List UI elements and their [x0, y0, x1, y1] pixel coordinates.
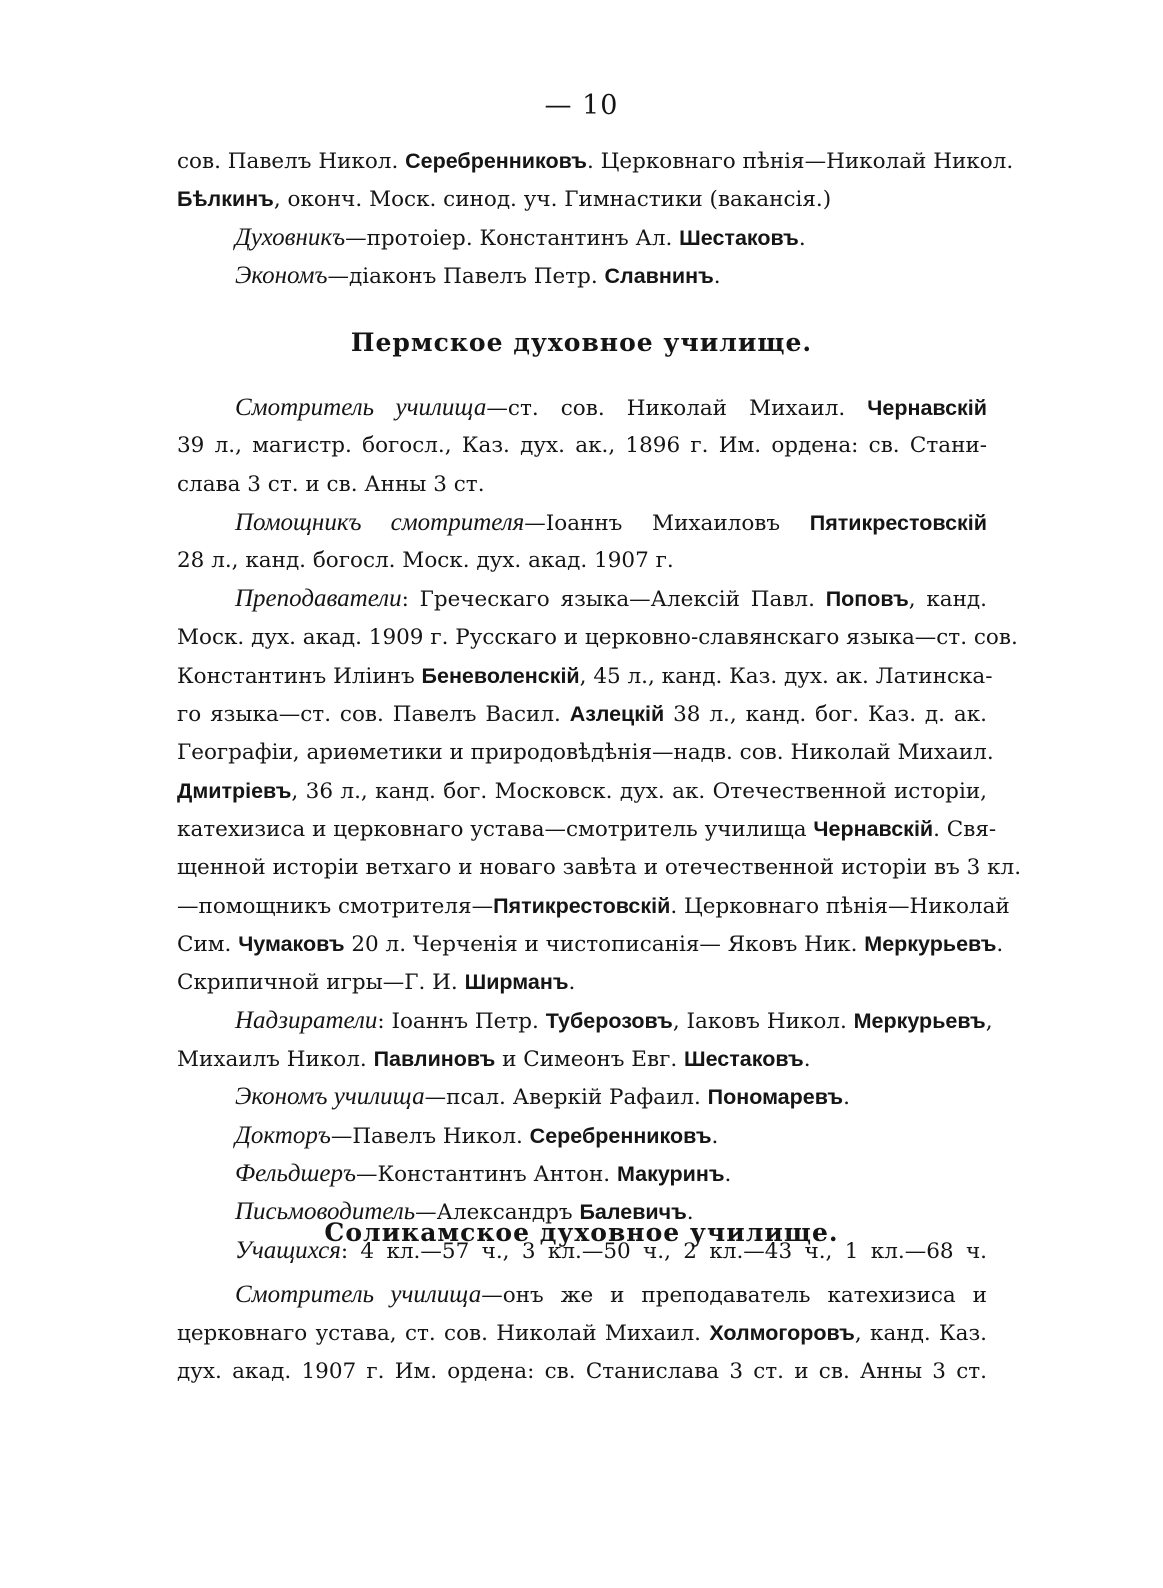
text-run: , канд.: [908, 587, 987, 613]
person-surname: Пономаревъ: [707, 1085, 844, 1110]
text-line: [177, 1353, 987, 1391]
text-run: —діаконъ Павелъ Петр.: [327, 263, 605, 289]
text-run: .: [724, 1161, 732, 1187]
text-line: [177, 142, 1014, 180]
text-run: .: [711, 1123, 719, 1149]
text-run: —ст. сов. Николай Михаил.: [486, 396, 868, 421]
text-run: : 4 кл.—57 ч., 3 кл.—50 ч., 2 кл.—43 ч., 1 кл.—68 ч.: [340, 1238, 987, 1264]
person-surname: Холмогоровъ: [709, 1321, 855, 1346]
role-label: Надзиратели: [235, 1006, 378, 1034]
text-run: , оконч. Моск. синод. уч. Гимнастики (вакансія.): [273, 187, 832, 213]
text-run: Михаилъ Никол.: [177, 1047, 374, 1073]
person-surname: Беневоленскій: [421, 664, 580, 689]
person-surname: Меркурьевъ: [853, 1008, 986, 1033]
role-label: Фельдшеръ: [235, 1159, 356, 1187]
text-run: 38 л., канд. бог. Каз. д. ак.: [664, 702, 987, 728]
person-surname: Шестаковъ: [679, 225, 799, 250]
text-line: [177, 180, 987, 218]
text-line: [177, 772, 987, 810]
text-run: церковнаго устава, ст. сов. Николай Михаил.: [177, 1321, 710, 1347]
text-line: [177, 1155, 987, 1193]
text-run: Географіи, ариѳметики и природовѣдѣнія—надв. сов. Николай Михаил.: [177, 739, 994, 765]
person-surname: Туберозовъ: [545, 1008, 673, 1033]
person-surname: Славнинъ: [604, 263, 714, 288]
text-run: , 45 л., канд. Каз. дух. ак. Латинска-: [579, 664, 993, 690]
text-line: [177, 925, 1004, 963]
text-block-seminary-staff: [177, 142, 1014, 295]
text-run: , Іаковъ Никол.: [672, 1008, 854, 1034]
text-run: .: [798, 225, 806, 251]
text-run: —Константинъ Антон.: [355, 1161, 617, 1187]
text-run: Моск. дух. акад. 1909 г. Русскаго и церковно-славянскаго языка—ст. сов.: [177, 624, 1018, 650]
text-run: —Іоаннъ Михаиловъ: [524, 510, 810, 536]
text-run: катехизиса и церковнаго устава—смотритель училища: [177, 817, 814, 843]
role-label: Экономъ училища: [235, 1083, 425, 1111]
person-surname: Серебренниковъ: [529, 1123, 712, 1148]
section-heading-perm-school: Пермское духовное училище.: [350, 328, 813, 357]
text-run: .: [568, 970, 576, 996]
text-run: —псал. Аверкій Рафаил.: [424, 1085, 708, 1111]
text-line: [177, 619, 1018, 657]
text-run: —протоіер. Константинъ Ал.: [345, 225, 680, 251]
text-line: [177, 963, 987, 1001]
role-label: Духовникъ: [235, 223, 346, 251]
section-heading-solikamsk-school: Соликамское духовное училище.: [324, 1218, 839, 1247]
text-run: Скрипичной игры—Г. И.: [177, 970, 465, 996]
text-line: [177, 887, 1010, 925]
text-run: и Симеонъ Евг.: [495, 1047, 685, 1073]
person-surname: Шестаковъ: [684, 1047, 804, 1072]
text-run: дух. акад. 1907 г. Им. ордена: св. Станислава 3 ст. и св. Анны 3 ст.: [177, 1358, 987, 1384]
text-run: слава 3 ст. и св. Анны 3 ст.: [177, 471, 485, 497]
role-label: Экономъ: [235, 261, 328, 289]
person-surname: Чернавскій: [813, 817, 934, 842]
person-surname: Чумаковъ: [238, 932, 345, 957]
text-line: [177, 580, 987, 618]
text-line: [177, 466, 987, 504]
text-line: [177, 1002, 993, 1040]
text-run: : Іоаннъ Петр.: [377, 1008, 546, 1034]
text-run: .: [686, 1200, 694, 1226]
text-run: 39 л., магистр. богосл., Каз. дух. ак., 1896 г. Им. ордена: св. Стани-: [177, 433, 987, 459]
role-label: Преподаватели: [235, 585, 402, 613]
person-surname: Макуринъ: [616, 1161, 725, 1186]
text-line: [177, 542, 987, 580]
text-run: . Церковнаго пѣнія—Николай Никол.: [586, 149, 1014, 174]
text-run: .: [713, 263, 721, 289]
text-line: [177, 1314, 987, 1352]
text-run: , 36 л., канд. бог. Московск. дух. ак. Отечественной исторіи,: [291, 778, 987, 804]
text-run: щенной исторіи ветхаго и новаго завѣта и отечественной исторіи въ 3 кл.: [177, 854, 1022, 880]
role-label: Смотритель училища: [235, 1281, 482, 1308]
text-block-perm-school: [177, 389, 1022, 1270]
text-run: 20 л. Черченія и чистописанія— Яковъ Ник.: [344, 932, 865, 958]
role-label: Смотритель училища: [235, 394, 487, 421]
text-run: ,: [985, 1008, 993, 1034]
text-run: , канд. Каз.: [854, 1321, 988, 1347]
person-surname: Дмитріевъ: [177, 778, 292, 803]
text-line: [177, 1117, 987, 1155]
text-run: —онъ же и преподаватель катехизиса и: [481, 1283, 987, 1308]
text-line: [177, 657, 993, 695]
text-run: . Свя-: [933, 817, 997, 843]
person-surname: Серебренниковъ: [405, 149, 587, 173]
person-surname: Балевичъ: [579, 1200, 687, 1225]
text-run: —помощникъ смотрителя—: [177, 893, 494, 919]
text-run: —Павелъ Никол.: [330, 1123, 530, 1149]
person-surname: Чернавскій: [867, 396, 987, 420]
text-line: [177, 1040, 987, 1078]
text-run: сов. Павелъ Никол.: [177, 149, 406, 174]
text-line: [177, 1078, 987, 1116]
role-label: Письмоводитель: [235, 1198, 416, 1226]
page-number: — 10: [544, 90, 619, 121]
text-line: [177, 257, 987, 295]
person-surname: Павлиновъ: [373, 1047, 496, 1072]
text-run: 28 л., канд. богосл. Моск. дух. акад. 1907 г.: [177, 548, 674, 574]
text-line: [177, 427, 987, 465]
text-run: .: [803, 1047, 811, 1073]
role-label: Учащихся: [235, 1236, 341, 1264]
text-run: Константинъ Иліинъ: [177, 664, 422, 690]
text-line: [177, 1276, 987, 1314]
person-surname: Азлецкій: [569, 702, 665, 727]
text-run: Сим.: [177, 932, 239, 958]
role-label: Докторъ: [235, 1121, 331, 1149]
text-run: .: [996, 932, 1004, 958]
text-line: [177, 695, 987, 733]
text-block-solikamsk-school: [177, 1276, 987, 1391]
text-line: [177, 849, 1022, 887]
text-run: . Церковнаго пѣнія—Николай: [670, 893, 1010, 919]
text-line: [177, 734, 994, 772]
text-run: : Греческаго языка—Алексій Павл.: [401, 587, 826, 613]
person-surname: Пятикрестовскій: [809, 510, 987, 535]
person-surname: Пятикрестовскій: [493, 893, 671, 918]
text-run: .: [843, 1085, 850, 1111]
person-surname: Меркурьевъ: [864, 932, 997, 957]
text-run: го языка—ст. сов. Павелъ Васил.: [177, 702, 570, 728]
text-run: —Александръ: [415, 1200, 580, 1226]
text-line: [177, 504, 987, 542]
person-surname: Бѣлкинъ: [177, 187, 274, 212]
person-surname: Поповъ: [825, 587, 909, 612]
text-line: [177, 810, 997, 848]
person-surname: Ширманъ: [464, 970, 569, 995]
text-line: [177, 219, 987, 257]
text-line: [177, 389, 987, 427]
role-label: Помощникъ смотрителя: [235, 508, 525, 536]
